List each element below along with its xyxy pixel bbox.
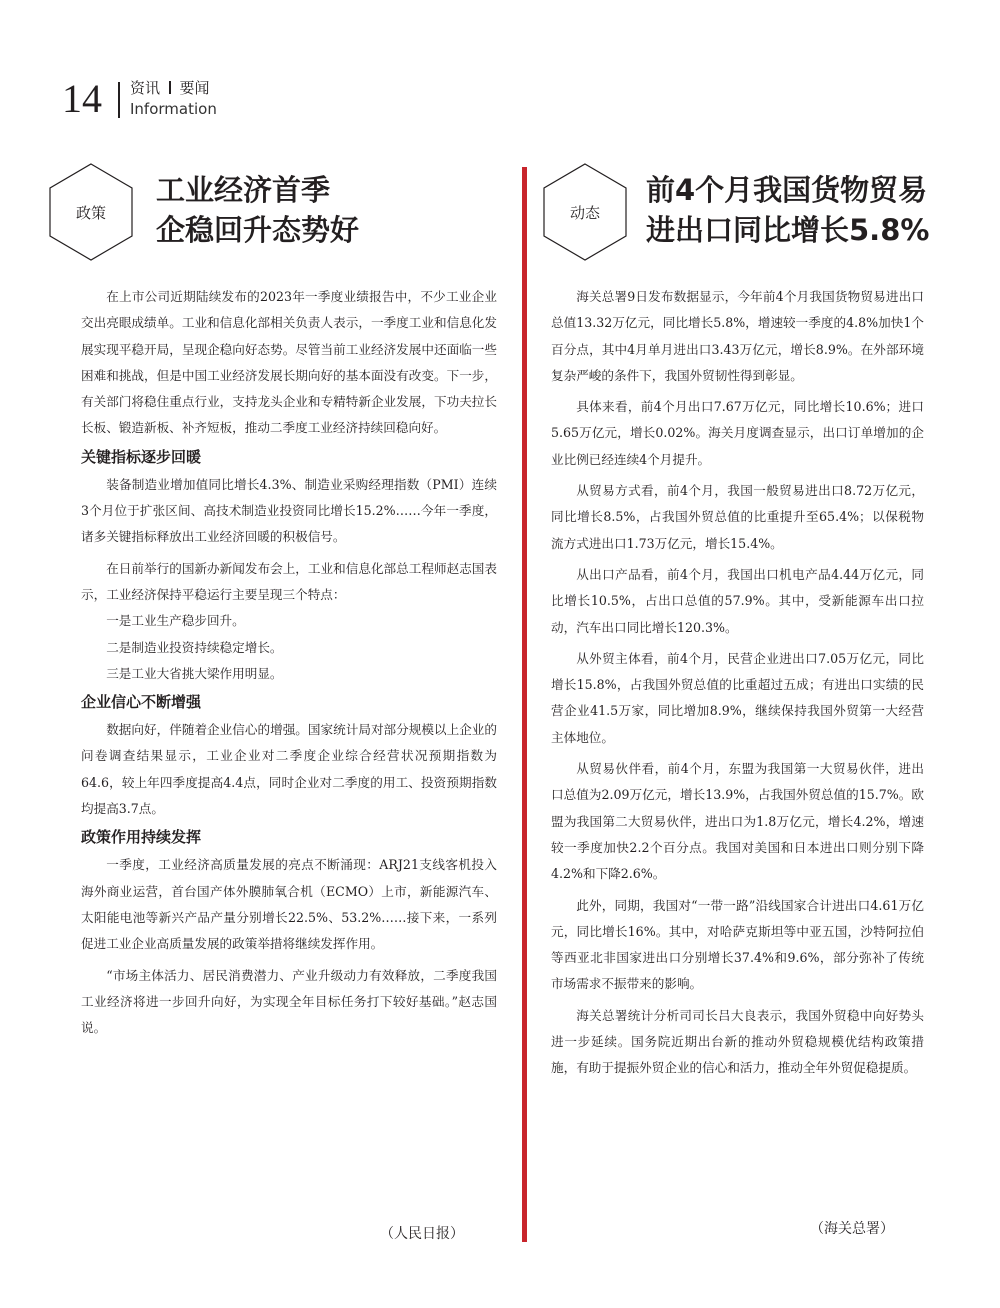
paragraph: 二是制造业投资持续稳定增长。: [106, 639, 283, 655]
section-heading: 企业信心不断增强: [81, 693, 202, 712]
paragraph: 从出口产品看，前4个月，我国出口机电产品4.44万亿元，同比增长10.5%，占出口总值的57.9%。其中，受新能源车出口拉动，汽车出口同比增长120.3%。: [551, 566, 924, 635]
left-title-line2: 企稳回升态势好: [156, 213, 360, 247]
left-title-line1: 工业经济首季: [156, 173, 331, 207]
left-article-body: [81, 284, 497, 1041]
paragraph: 从贸易方式看，前4个月，我国一般贸易进出口8.72万亿元，同比增长8.5%，占我国外贸总值的比重提升至65.4%；以保税物流方式进出口1.73万亿元，增长15.4%。: [551, 483, 924, 551]
header-divider: [118, 82, 120, 118]
hexagon-tag-icon: [48, 162, 134, 262]
paragraph: 从外贸主体看，前4个月，民营企业进出口7.05万亿元，同比增长15.8%，占我国外贸总值的比重超过五成；有进出口实绩的民营企业41.5万家，同比增加8.9%，继续保持我国外贸第一大经营主体地位。: [551, 650, 924, 745]
paragraph: 装备制造业增加值同比增长4.3%、制造业采购经理指数（PMI）连续3个月位于扩张区间、高技术制造业投资同比增长15.2%……今年一季度，诸多关键指标释放出工业经济回暖的积极信号。: [81, 476, 497, 545]
right-title-line2: 进出口同比增长5.8%: [646, 213, 930, 247]
column-divider: [522, 167, 527, 1242]
right-article-body: [551, 284, 924, 1082]
paragraph: “市场主体活力、居民消费潜力、产业升级动力有效释放，二季度我国工业经济将进一步回升向好，为实现全年目标任务打下较好基础。”赵志国说。: [81, 967, 497, 1036]
section-heading: 关键指标逐步回暖: [81, 447, 202, 466]
section-english-label: Information: [130, 100, 217, 118]
paragraph: 数据向好，伴随着企业信心的增强。国家统计局对部分规模以上企业的问卷调查结果显示，工业企业对二季度企业综合经营状况预期指数为64.6，较上年四季度提高4.4点，同时企业对二季度的用工、投资预期指数均提高3.7点。: [81, 722, 497, 817]
hexagon-tag-icon: [542, 162, 628, 262]
paragraph: 一季度，工业经济高质量发展的亮点不断涌现：ARJ21支线客机投入海外商业运营，首台国产体外膜肺氧合机（ECMO）上市，新能源汽车、太阳能电池等新兴产品产量分别增长22.5%、53.2%……接下来，一系列促进工业企业高质量发展的政策举措将继续发挥作用。: [81, 857, 497, 952]
paragraph: 海关总署9日发布数据显示，今年前4个月我国货物贸易进出口总值13.32万亿元，同比增长5.8%，增速较一季度的4.8%加快1个百分点，其中4月单月进出口3.43万亿元，增长8.9%。在外部环境复杂严峻的条件下，我国外贸韧性得到彰显。: [551, 289, 924, 383]
section-label: [130, 79, 210, 97]
page-number: 14: [62, 76, 102, 121]
category-label: 资讯: [130, 79, 161, 97]
paragraph: 三是工业大省挑大梁作用明显。: [106, 665, 283, 681]
subcategory-label: 要闻: [179, 79, 210, 97]
news-tag: 动态: [569, 203, 600, 222]
left-source: （人民日报）: [380, 1226, 464, 1242]
paragraph: 在上市公司近期陆续发布的2023年一季度业绩报告中，不少工业企业交出亮眼成绩单。工业和信息化部相关负责人表示，一季度工业和信息化发展实现平稳开局，呈现企稳向好态势。尽管当前工业经济发展中还面临一些困难和挑战，但是中国工业经济发展长期向好的基本面没有改变。下一步，有关部门将稳住重点行业，支持龙头企业和专精特新企业发展，下功夫拉长长板、锻造新板、补齐短板，推动二季度工业经济持续回稳向好。: [81, 289, 497, 436]
paragraph: 从贸易伙伴看，前4个月，东盟为我国第一大贸易伙伴，进出口总值为2.09万亿元，增长13.9%，占我国外贸总值的15.7%。欧盟为我国第二大贸易伙伴，进出口为1.8万亿元，增长4.2%，增速较一季度加快2.2个百分点。我国对美国和日本进出口则分别下降4.2%和下降2.6%。: [551, 761, 924, 882]
paragraph: 此外，同期，我国对“一带一路”沿线国家合计进出口4.61万亿元，同比增长16%。其中，对哈萨克斯坦等中亚五国，沙特阿拉伯等西亚北非国家进出口分别增长37.4%和9.6%，部分弥补了传统市场需求不振带来的影响。: [551, 897, 924, 992]
right-title-line1: 前4个月我国货物贸易: [646, 173, 928, 207]
right-article-title: [646, 170, 929, 250]
category-separator: [169, 81, 171, 94]
left-article-title: [156, 170, 359, 250]
policy-tag: 政策: [75, 203, 106, 222]
paragraph: 一是工业生产稳步回升。: [106, 613, 245, 629]
right-source: （海关总署）: [810, 1221, 894, 1237]
paragraph: 海关总署统计分析司司长吕大良表示，我国外贸稳中向好势头进一步延续。国务院近期出台新的推动外贸稳规模优结构政策措施，有助于提振外贸企业的信心和活力，推动全年外贸促稳提质。: [551, 1007, 924, 1076]
paragraph: 具体来看，前4个月出口7.67万亿元，同比增长10.6%；进口5.65万亿元，增长0.02%。海关月度调查显示，出口订单增加的企业比例已经连续4个月提升。: [551, 399, 924, 467]
section-heading: 政策作用持续发挥: [81, 828, 202, 847]
paragraph: 在日前举行的国新办新闻发布会上，工业和信息化部总工程师赵志国表示，工业经济保持平稳运行主要呈现三个特点：: [81, 560, 497, 602]
